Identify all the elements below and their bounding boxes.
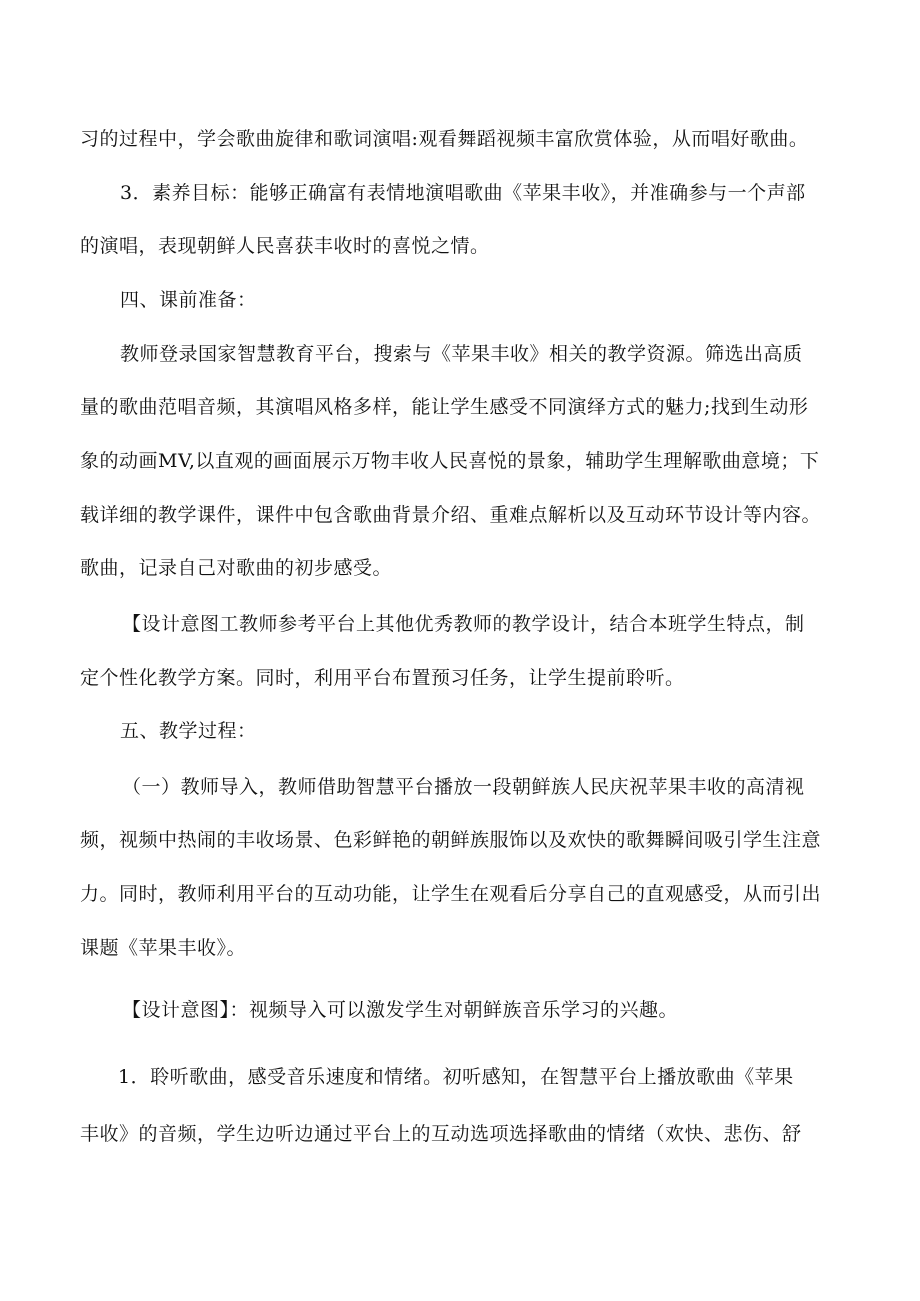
paragraph-line: 力。同时，教师利用平台的互动功能，让学生在观看后分享自己的直观感受，从而引出 <box>80 883 822 905</box>
section-heading: 四、课前准备： <box>120 289 257 311</box>
paragraph-line: 教师登录国家智慧教育平台，搜索与《苹果丰收》相关的教学资源。筛选出高质 <box>120 343 803 365</box>
paragraph-line: 量的歌曲范唱音频，其演唱风格多样，能让学生感受不同演绎方式的魅力;找到生动形 <box>80 396 809 418</box>
paragraph-line: 的演唱，表现朝鲜人民喜获丰收时的喜悦之情。 <box>80 235 490 257</box>
paragraph-line: 象的动画MV,以直观的画面展示万物丰收人民喜悦的景象，辅助学生理解歌曲意境；下 <box>80 450 820 472</box>
paragraph-line: 载详细的教学课件，课件中包含歌曲背景介绍、重难点解析以及互动环节设计等内容。 <box>80 504 822 526</box>
paragraph-line: 习的过程中，学会歌曲旋律和歌词演唱:观看舞蹈视频丰富欣赏体验，从而唱好歌曲。 <box>80 128 809 150</box>
paragraph-line: 歌曲，记录自己对歌曲的初步感受。 <box>80 557 393 579</box>
paragraph-line: （一）教师导入，教师借助智慧平台播放一段朝鲜族人民庆祝苹果丰收的高清视 <box>122 776 805 798</box>
section-heading: 五、教学过程： <box>120 720 257 742</box>
paragraph-line: 1．聆听歌曲，感受音乐速度和情绪。初听感知，在智慧平台上播放歌曲《苹果 <box>118 1066 794 1088</box>
paragraph-line: 3．素养目标：能够正确富有表情地演唱歌曲《苹果丰收》，并准确参与一个声部 <box>120 182 806 204</box>
paragraph-line: 定个性化教学方案。同时，利用平台布置预习任务，让学生提前聆听。 <box>80 667 685 689</box>
paragraph-line: 【设计意图工教师参考平台上其他优秀教师的教学设计，结合本班学生特点，制 <box>122 613 805 635</box>
paragraph-line: 课题《苹果丰收》。 <box>80 937 247 959</box>
paragraph-line: 【设计意图】：视频导入可以激发学生对朝鲜族音乐学习的兴趣。 <box>122 999 679 1021</box>
paragraph-line: 丰收》的音频，学生边听边通过平台上的互动选项选择歌曲的情绪（欢快、悲伤、舒 <box>80 1123 802 1145</box>
paragraph-line: 频，视频中热闹的丰收场景、色彩鲜艳的朝鲜族服饰以及欢快的歌舞瞬间吸引学生注意 <box>80 829 822 851</box>
